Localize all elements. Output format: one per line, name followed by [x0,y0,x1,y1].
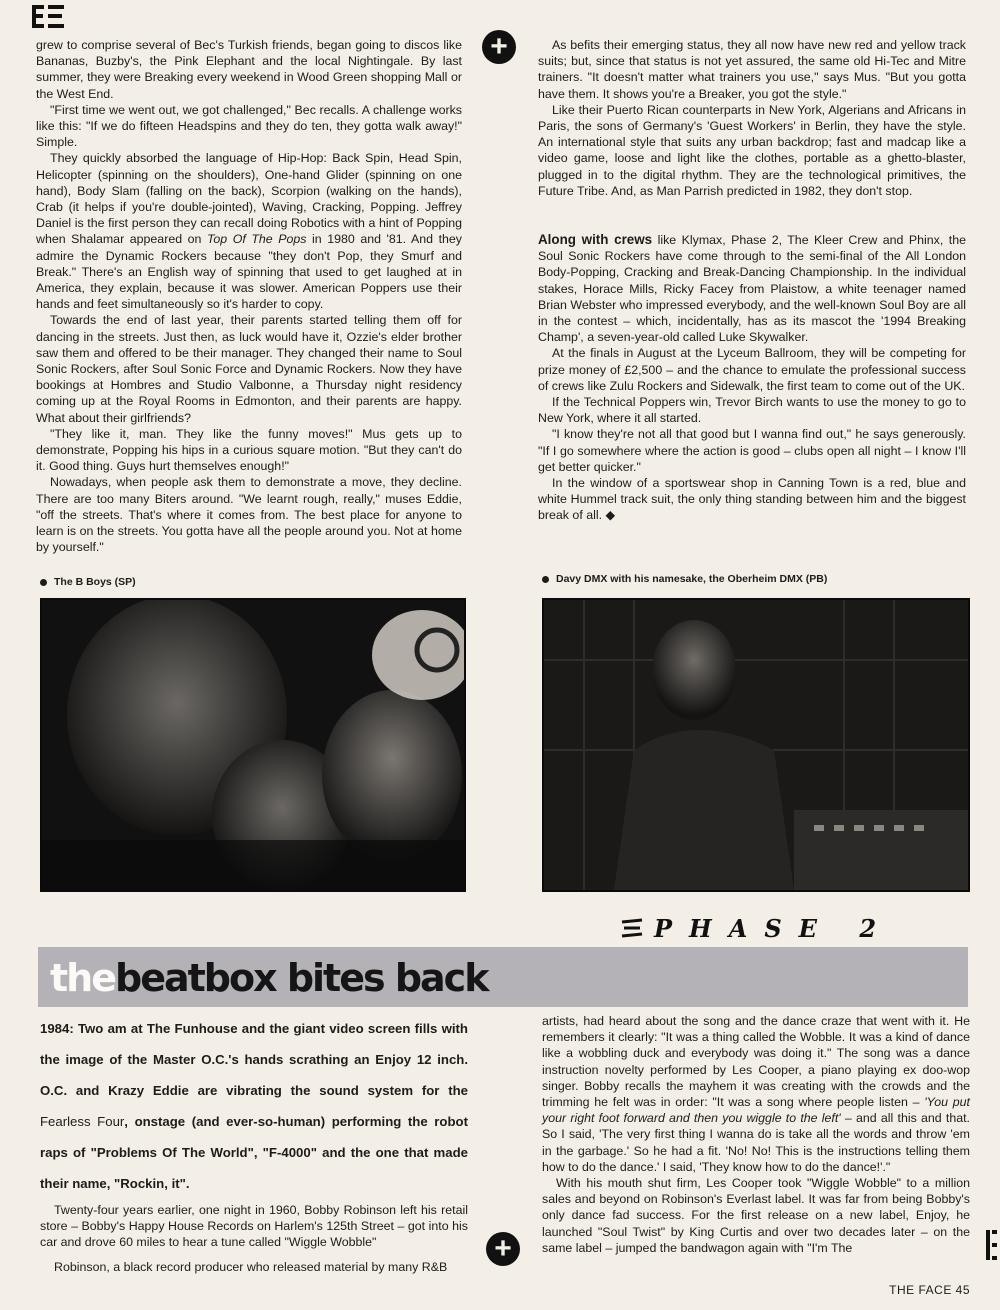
paragraph: Like their Puerto Rican counterparts in New York, Algerians and Africans in Paris, the sons of Germany's 'Guest Workers' in Berlin, they have the style. An international style that suits any urban backdrop; fast and madcap like a video game, loose and light like the clothes, portable as a ghetto-blaster, plugged in to the digital rhythm. They are the technological primitives, the Future Tribe. And, as Man Parrish predicted in 1982, they don't stop. [538,102,966,198]
paragraph: artists, had heard about the song and the dance craze that went with it. He remembers it clearly: "It was a thing called the Wobble. It was a kind of dance like a wobbling duck and everybody was doing it." The song was a dance instruction novelty performed by Les Cooper, a piano playing ex doo-wop singer. Bobby recalls the mayhem it was creating with the crowds and the trimming he felt was in order: "It was a song where people listen – 'You put your right foot forward and then you wiggle to the left' – and all this and that. So I said, 'The very first thing I wanna do is take all the words and throw 'em in the garbage.' So he had a fit. 'No! No! This is the instructions telling them how to do the dance.' I said, 'They know how to do the dance!'." [542,1014,970,1174]
bullet-icon [40,579,47,586]
paragraph: With his mouth shut firm, Les Cooper took "Wiggle Wobble" to a million sales and beyond on Robinson's Everlast label. It was far from being Bobby's only dance fad success. For the first release on a new label, Enjoy, he launched "Soul Twist" by King Curtis and over two decades later – on the same label – jumped the bandwagon again with "I'm The [542,1176,970,1255]
plus-icon: + [486,1232,520,1266]
paragraph: In the window of a sportswear shop in Canning Town is a red, blue and white Hummel track suit, the only thing standing between him and the biggest break of all. ◆ [538,476,966,523]
paragraph: If the Technical Poppers win, Trevor Birch wants to use the money to go to New York, where it all started. [538,395,966,426]
edge-mark [984,1228,998,1262]
left-column-top [36,37,462,556]
paragraph: Along with crews like Klymax, Phase 2, The Kleer Crew and Phinx, the Soul Sonic Rockers have come through to the semi-final of the All London Body-Popping, Cracking and Break-Dancing Championship. In the individual stakes, Horace Mills, Ricky Facey from Plaistow, a white teenager named Brian Webster who impressed everybody, and the well-known Soul Boy are all in the contest – which, incidentally, has as its mascot the '1994 Breaking Champ', a seven-year-old called Luke Skywalker. [538,232,966,345]
paragraph: "They like it, man. They like the funny moves!" Mus gets up to demonstrate, Popping his hips in a curious square motion. "But they can't do it. Good thing. Guys hurt themselves enough!" [36,426,462,474]
page-footer: THE FACE 45 [889,1283,970,1297]
paragraph: Robinson, a black record producer who released material by many R&B [54,1259,448,1274]
photo-b-boys-image [42,600,464,890]
plus-icon: + [482,30,516,64]
paragraph: Twenty-four years earlier, one night in 1960, Bobby Robinson left his retail store – Bobby's Happy House Records on Harlem's 125th Street – got into his car and drove 60 miles to hear a tune called "Wiggle Wobble" [40,1203,468,1250]
paragraph: Nowadays, when people ask them to demonstrate a move, they decline. There are too many Biters around. "We learnt rough, really," muses Eddie, "off the streets. That's where it comes from. The best place for anyone to learn is on the streets. You gotta have all the people around you. Not at home by yourself." [36,475,462,555]
photo-caption-left: The B Boys (SP) [40,576,136,588]
paragraph: grew to comprise several of Bec's Turkish friends, began going to discos like Bananas, Buzby's, the Pink Elephant and the local Nightingale. By last summer, they were Breaking every weekend in Wood Green shopping Mall or the West End. [36,38,462,101]
e-glyph-icon [30,2,66,32]
paragraph: They quickly absorbed the language of Hip-Hop: Back Spin, Head Spin, Helicopter (spinning on the shoulders), One-hand Glider (spinning on one hand), Body Slam (falling on the back), Scorpion (walking on the hands), Crab (it helps if you're double-jointed), Waving, Cracking, Popping. Jeffrey Daniel is the first person they can recall doing Robotics with a hint of Popping when Shalamar appeared on Top Of The Pops in 1980 and '81. And they admire the Dynamic Rockers because "they don't Pop, they Smurf and Break." There's an English way of spinning that used to get laughed at in America, they explain, because it was slower. American Poppers use their hands and feet simultaneously so it's harder to copy. [36,151,462,312]
e-glyph-icon [620,918,644,938]
headline: the beatbox bites back [50,956,488,1000]
bullet-icon [542,576,549,583]
corner-logo-mark [30,2,66,32]
paragraph: "First time we went out, we got challenged," Bec recalls. A challenge works like this: "If we do fifteen Headspins and they do ten, they gotta walk away!" Simple. [36,102,462,150]
end-mark-icon: ◆ [605,508,616,523]
photo-b-boys [40,598,466,892]
photo-davy-dmx-image [544,600,968,890]
left-column-bottom [40,1202,468,1275]
paragraph: "I know they're not all that good but I wanna find out," he says generously. "If I go somewhere where the action is good – clubs open all night – I know I'll get better quicker." [538,427,966,474]
right-column-bottom [542,1013,970,1256]
paragraph: Towards the end of last year, their parents started telling them off for dancing in the streets. Just then, as luck would have it, Ozzie's elder brother saw them and offered to be their manager. They changed their name to Soul Sonic Rockers, after Soul Sonic Force and Dynamic Rockers. Now they have bookings at Hombres and Studio Valbonne, a Thursday night residency coming up at the Royal Rooms in Edmonton, and their parents are happy. What about their girlfriends? [36,313,462,425]
section-label: PHASE 2 [620,913,970,943]
paragraph: At the finals in August at the Lyceum Ballroom, they will be competing for prize money of £2,500 – and the chance to emulate the professional success of crews like Zulu Rockers and Sidewalk, the first team to come out of the UK. [538,346,966,393]
right-column-top [538,37,966,524]
paragraph: As befits their emerging status, they all now have new red and yellow track suits; but, since that status is not yet assured, the same old Hi-Tec and Mitre trainers. "It doesn't matter what trainers you use," says Mus. "But you gotta have them. It shows you're a Breaker, you got the style." [538,38,966,101]
lead-paragraph: 1984: Two am at The Funhouse and the giant video screen fills with the image of the Master O.C.'s hands scrathing an Enjoy 12 inch. O.C. and Krazy Eddie are vibrating the sound system for the Fearless Four, onstage (and ever-so-human) performing the robot raps of "Problems Of The World", "F-4000" and the one that made their name, "Rockin, it". [40,1021,468,1191]
photo-davy-dmx [542,598,970,892]
e-glyph-icon [984,1228,998,1262]
photo-caption-right: Davy DMX with his namesake, the Oberheim DMX (PB) [542,573,827,585]
